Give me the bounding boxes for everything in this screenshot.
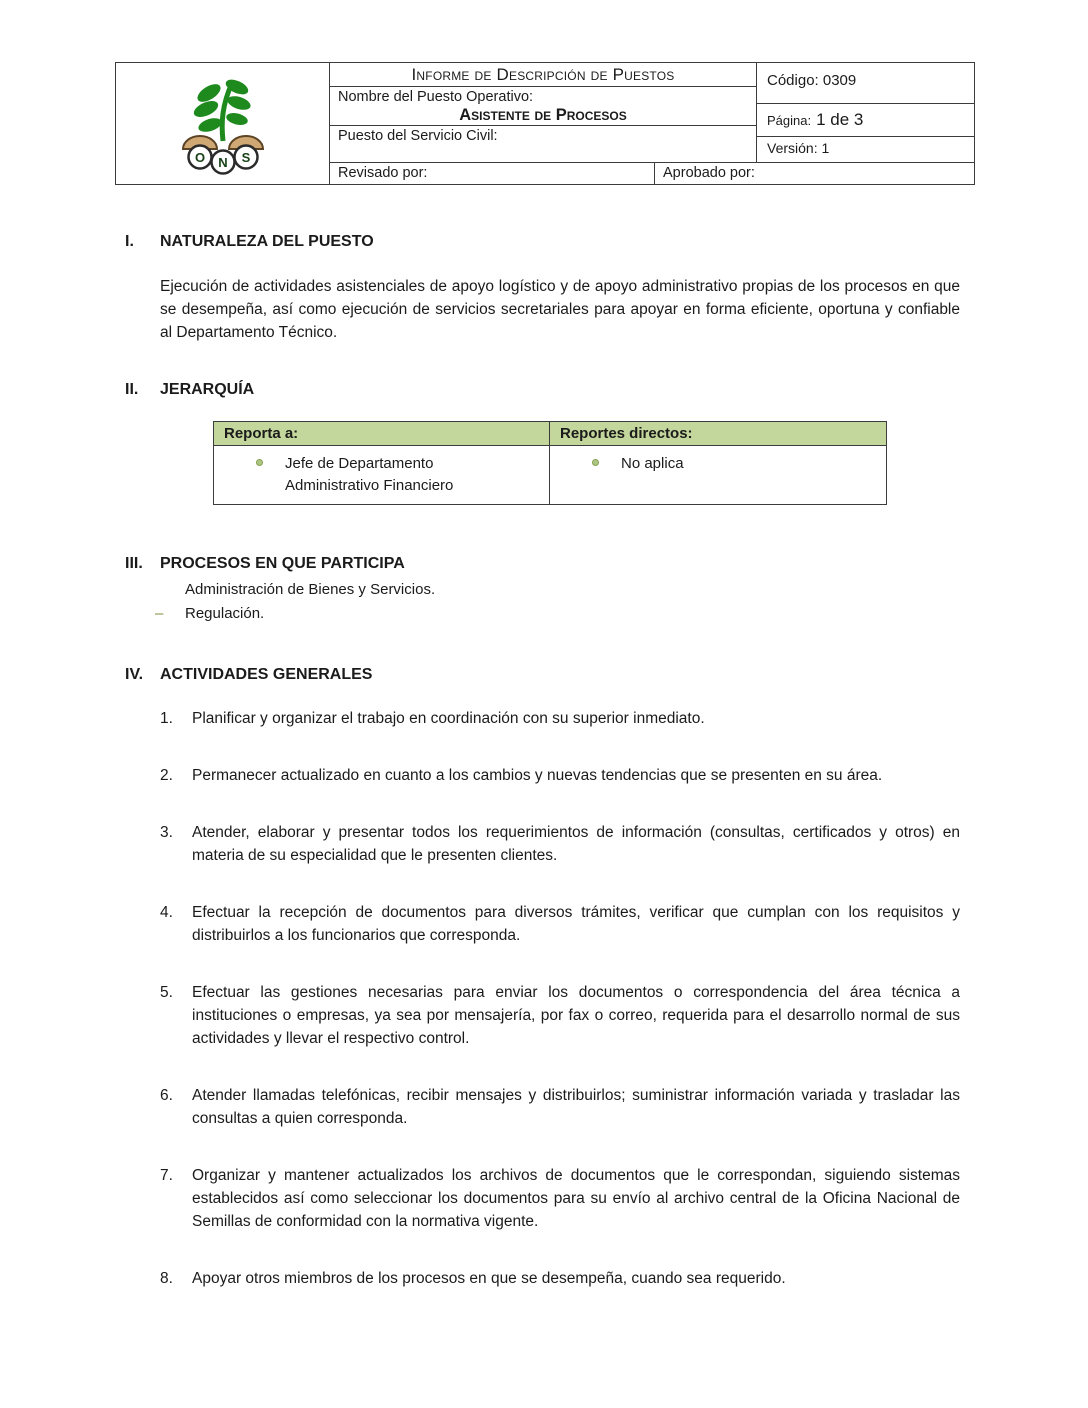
actividades-list (115, 707, 975, 1290)
logo-letter-s: S (241, 149, 250, 165)
list-item (160, 1084, 960, 1130)
section-number: I. (125, 233, 134, 250)
reportes-directos-value: No aplica (621, 455, 684, 472)
logo-letter-o: O (194, 149, 205, 165)
pagina-value: 1 de 3 (816, 110, 864, 129)
list-item (160, 821, 960, 867)
logo-cell (116, 63, 330, 184)
list-item (160, 1267, 960, 1290)
list-item (115, 578, 975, 602)
list-item (160, 1164, 960, 1233)
section-title: ACTIVIDADES GENERALES (160, 666, 373, 683)
reporta-a-header: Reporta a: (214, 422, 550, 445)
section-procesos-heading (115, 555, 975, 573)
list-item (160, 707, 960, 730)
section-number: IV. (125, 666, 144, 683)
item-text: Apoyar otros miembros de los procesos en que se desempeña, cuando sea requerido. (192, 1270, 786, 1287)
item-text: Permanecer actualizado en cuanto a los cambios y nuevas tendencias que se presenten en su área. (192, 767, 883, 784)
nombre-puesto-label: Nombre del Puesto Operativo: (338, 89, 534, 105)
pagina-label: Página: (767, 113, 812, 128)
aprobado-por-cell: Aprobado por: (663, 165, 755, 181)
jerarquia-header-row (214, 422, 886, 446)
item-text: Organizar y mantener actualizados los archivos de documentos que le correspondan, siguiendo sistemas establecidos así como seleccionar los documentos para su envío al archivo central de la Oficina Nacional de Semillas de conformidad con la normativa vigente. (192, 1167, 960, 1230)
section-jerarquia-heading (115, 381, 975, 399)
reportes-directos-cell (550, 446, 886, 504)
section-naturaleza-heading (115, 233, 975, 251)
item-text: Planificar y organizar el trabajo en coordinación con su superior inmediato. (192, 710, 705, 727)
item-number: 3. (160, 824, 173, 841)
section-number: II. (125, 381, 139, 398)
list-item-text: Regulación. (185, 605, 265, 622)
dash-marker: – (155, 605, 164, 622)
section-title: JERARQUÍA (160, 381, 255, 398)
ons-seed-plant-logo-icon (177, 73, 269, 175)
nombre-puesto-value: Asistente de Procesos (459, 106, 627, 124)
pagina-cell (757, 104, 974, 137)
item-number: 6. (160, 1087, 173, 1104)
naturaleza-body-paragraph: Ejecución de actividades asistenciales de apoyo logístico y de apoyo administrativo propias de los procesos en que se desempeña, así como ejecución de servicios secretariales para apoyar en forma eficiente, oportuna y confiable al Departamento Técnico. (160, 278, 960, 341)
jerarquia-table (213, 421, 887, 505)
item-number: 5. (160, 984, 173, 1001)
item-text: Atender, elaborar y presentar todos los requerimientos de información (consultas, certificados y otros) en materia de su especialidad que le presenten clientes. (192, 824, 960, 864)
section-title: NATURALEZA DEL PUESTO (160, 233, 374, 250)
bullet-icon (256, 459, 263, 466)
list-item (115, 602, 975, 626)
reporta-a-cell (214, 446, 550, 504)
logo-letter-n: N (217, 154, 228, 170)
section-number: III. (125, 555, 143, 572)
reportes-directos-header: Reportes directos: (550, 422, 886, 445)
list-item (160, 981, 960, 1050)
servicio-civil-cell (330, 126, 756, 162)
item-number: 1. (160, 710, 173, 727)
list-item (160, 901, 960, 947)
section-actividades-heading (115, 666, 975, 684)
revisado-por-cell: Revisado por: (330, 163, 655, 184)
list-item (160, 764, 960, 787)
dash-marker (115, 578, 185, 602)
bullet-icon (592, 459, 599, 466)
document-title: Informe de Descripción de Puestos (330, 63, 756, 87)
jerarquia-body-row (214, 446, 886, 504)
nombre-puesto-cell (330, 87, 756, 126)
item-text: Efectuar la recepción de documentos para diversos trámites, verificar que cumplan con los requisitos y distribuirlos a los funcionarios que corresponda. (192, 904, 960, 944)
item-number: 8. (160, 1270, 173, 1287)
item-text: Atender llamadas telefónicas, recibir mensajes y distribuirlos; suministrar información variada y trasladar las consultas a quien corresponda. (192, 1087, 960, 1127)
codigo-cell: Código: 0309 (757, 63, 974, 104)
item-number: 4. (160, 904, 173, 921)
section-title: PROCESOS EN QUE PARTICIPA (160, 555, 405, 572)
list-item-text: Administración de Bienes y Servicios. (185, 581, 436, 598)
procesos-list (115, 578, 975, 626)
item-number: 7. (160, 1167, 173, 1184)
reporta-a-value: Jefe de Departamento Administrativo Financiero (285, 455, 454, 494)
servicio-civil-label: Puesto del Servicio Civil: (338, 128, 498, 144)
item-number: 2. (160, 767, 173, 784)
header-table (115, 62, 975, 185)
item-text: Efectuar las gestiones necesarias para enviar los documentos o correspondencia del área técnica a instituciones o empresas, ya sea por mensajería, por fax o correo, requerida para el desarrollo normal de sus actividades y llevar el respectivo control. (192, 984, 960, 1047)
version-cell: Versión: 1 (767, 140, 830, 156)
